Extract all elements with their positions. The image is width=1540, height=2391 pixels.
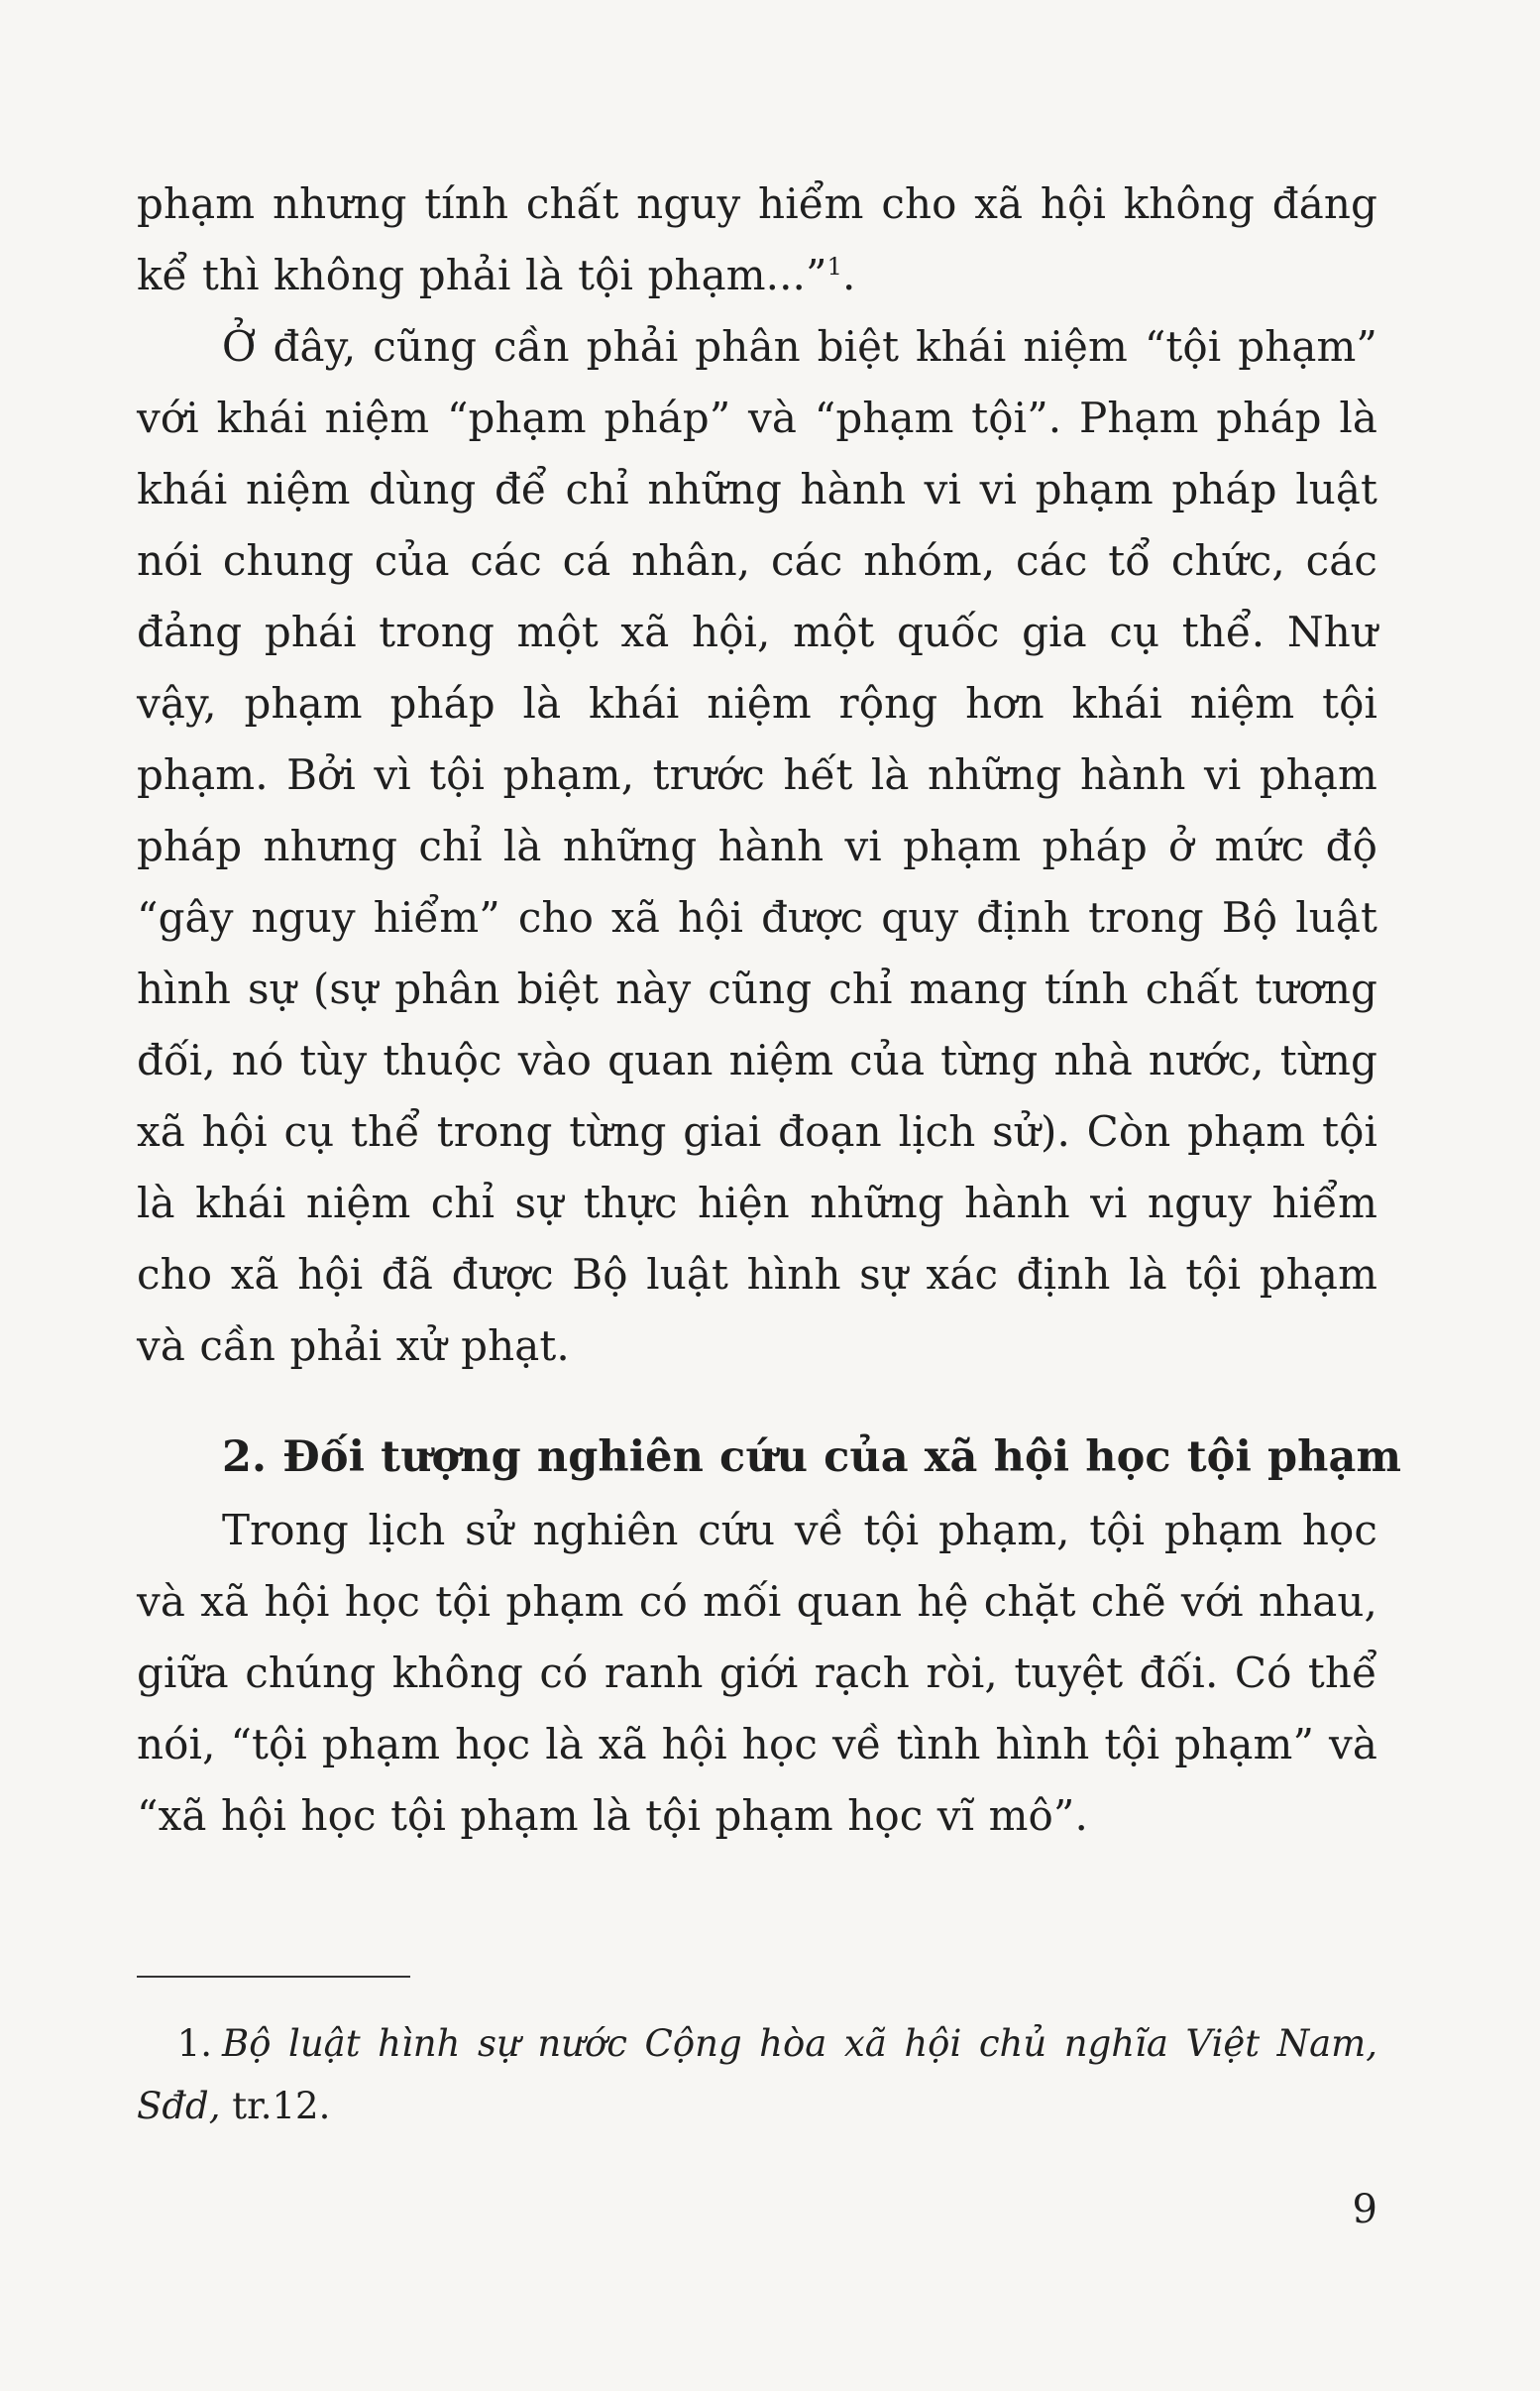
paragraph-1-text: phạm nhưng tính chất nguy hiểm cho xã hội không đáng kể thì không phải là tội phạm...” bbox=[137, 179, 1377, 299]
footnote bbox=[137, 2012, 1377, 2137]
footnote-italic-text: Bộ luật hình sự nước Cộng hòa xã hội chủ nghĩa Việt Nam, Sđd, bbox=[137, 2022, 1377, 2127]
paragraph-1 bbox=[137, 169, 1377, 311]
footnote-marker: 1 bbox=[826, 253, 842, 281]
main-text bbox=[137, 169, 1402, 1852]
footnote-plain-text: tr.12. bbox=[220, 2085, 331, 2127]
paragraph-1-end: . bbox=[841, 251, 856, 299]
section-heading: 2. Đối tượng nghiên cứu của xã hội học tội phạm bbox=[222, 1432, 1402, 1482]
footnote-number: 1. bbox=[176, 2022, 212, 2065]
paragraph-3: Trong lịch sử nghiên cứu về tội phạm, tội phạm học và xã hội học tội phạm có mối quan hệ chặt chẽ với nhau, giữa chúng không có ranh giới rạch ròi, tuyệt đối. Có thể nói, “tội phạm học là xã hội học về tình hình tội phạm” và “xã hội học tội phạm là tội phạm học vĩ mô”. bbox=[137, 1506, 1377, 1840]
page-number: 9 bbox=[1352, 2187, 1377, 2232]
footnote-divider bbox=[137, 1976, 410, 1978]
paragraph-2: Ở đây, cũng cần phải phân biệt khái niệm “tội phạm” với khái niệm “phạm pháp” và “phạm tội”. Phạm pháp là khái niệm dùng để chỉ những hành vi vi phạm pháp luật nói chung của các cá nhân, các nhóm, các tổ chức, các đảng phái trong một xã hội, một quốc gia cụ thể. Như vậy, phạm pháp là khái niệm rộng hơn khái niệm tội phạm. Bởi vì tội phạm, trước hết là những hành vi phạm pháp nhưng chỉ là những hành vi phạm pháp ở mức độ “gây nguy hiểm” cho xã hội được quy định trong Bộ luật hình sự (sự phân biệt này cũng chỉ mang tính chất tương đối, nó tùy thuộc vào quan niệm của từng nhà nước, từng xã hội cụ thể trong từng giai đoạn lịch sử). Còn phạm tội là khái niệm chỉ sự thực hiện những hành vi nguy hiểm cho xã hội đã được Bộ luật hình sự xác định là tội phạm và cần phải xử phạt. bbox=[137, 322, 1377, 1370]
